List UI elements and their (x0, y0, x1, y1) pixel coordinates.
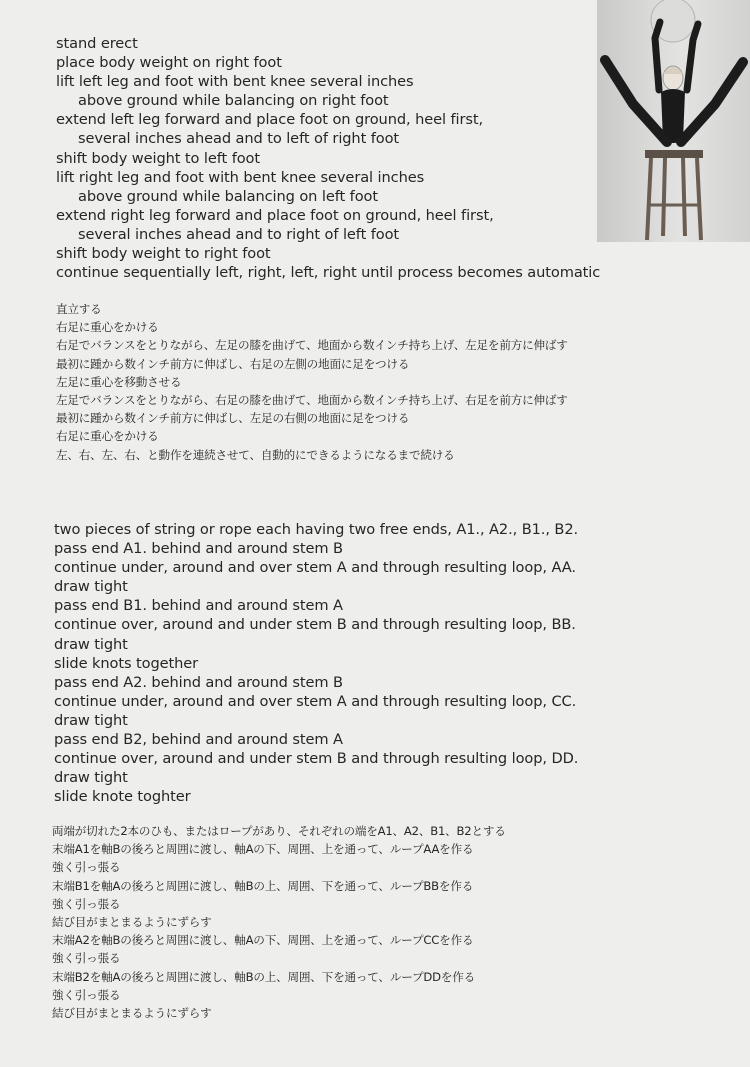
text-line: continue over, around and under stem B and through resulting loop, DD. (54, 750, 579, 768)
text-line: 末端A1を軸Bの後ろと周囲に渡し、軸Aの下、周囲、上を通って、ループAAを作る (52, 842, 474, 857)
text-line: draw tight (54, 578, 128, 596)
text-line: extend left leg forward and place foot on ground, heel first, (56, 111, 484, 129)
text-line: pass end B2, behind and around stem A (54, 731, 343, 749)
text-line: lift left leg and foot with bent knee several inches (56, 73, 414, 91)
text-line: continue sequentially left, right, left, right until process becomes automatic (56, 264, 601, 282)
text-line: several inches ahead and to left of right foot (78, 130, 400, 148)
text-line: place body weight on right foot (56, 54, 282, 72)
text-line: 左足に重心を移動させる (56, 374, 182, 389)
text-line: 右足に重心をかける (56, 429, 159, 444)
text-line: 強く引っ張る (52, 951, 121, 966)
text-line: 左足でバランスをとりながら、右足の膝を曲げて、地面から数インチ持ち上げ、右足を前方に伸ばす (56, 393, 568, 408)
text-line: pass end A2. behind and around stem B (54, 673, 343, 691)
text-line: continue over, around and under stem B and through resulting loop, BB. (54, 616, 576, 634)
text-line: 右足でバランスをとりながら、左足の膝を曲げて、地面から数インチ持ち上げ、左足を前方に伸ばす (56, 338, 568, 353)
performance-photo (597, 0, 750, 242)
text-line: slide knots together (54, 654, 199, 672)
walking-instructions-japanese (56, 300, 568, 464)
text-line: 末端B1を軸Aの後ろと周囲に渡し、軸Bの上、周囲、下を通って、ループBBを作る (52, 878, 474, 893)
knot-instructions-english (54, 520, 578, 806)
text-line: 強く引っ張る (52, 860, 121, 875)
text-line: 右足に重心をかける (56, 320, 159, 335)
text-line: draw tight (54, 635, 128, 653)
knot-instructions-japanese (52, 822, 506, 1022)
performer-on-stool-icon (597, 0, 750, 242)
text-line: above ground while balancing on left foot (78, 187, 378, 205)
text-line: extend right leg forward and place foot on ground, heel first, (56, 206, 494, 224)
text-line: 末端B2を軸Aの後ろと周囲に渡し、軸Bの上、周囲、下を通って、ループDDを作る (52, 969, 476, 984)
text-line: draw tight (54, 711, 128, 729)
text-line: 強く引っ張る (52, 987, 121, 1002)
text-line: shift body weight to right foot (56, 245, 271, 263)
text-line: stand erect (56, 35, 138, 52)
text-line: 直立する (56, 302, 102, 316)
text-line: several inches ahead and to right of left foot (78, 225, 400, 243)
text-line: slide knote toghter (54, 788, 191, 806)
text-line: pass end A1. behind and around stem B (54, 540, 343, 558)
text-line: 最初に踵から数インチ前方に伸ばし、左足の右側の地面に足をつける (56, 411, 410, 426)
text-line: 左、右、左、右、と動作を連続させて、自動的にできるようになるまで続ける (56, 447, 455, 462)
text-line: continue under, around and over stem A and through resulting loop, AA. (54, 559, 576, 577)
walking-instructions-english (56, 34, 600, 282)
text-line: continue under, around and over stem A and through resulting loop, CC. (54, 692, 577, 710)
text-line: two pieces of string or rope each having two free ends, A1., A2., B1., B2. (54, 521, 579, 538)
text-line: 結び目がまとまるようにずらす (52, 915, 212, 930)
text-line: 結び目がまとまるようにずらす (52, 1006, 212, 1021)
text-line: above ground while balancing on right foot (78, 92, 389, 110)
text-line: 強く引っ張る (52, 896, 121, 911)
text-line: 両端が切れた2本のひも、またはロープがあり、それぞれの端をA1、A2、B1、B2とする (52, 824, 506, 838)
text-line: pass end B1. behind and around stem A (54, 597, 343, 615)
text-line: lift right leg and foot with bent knee several inches (56, 168, 425, 186)
text-line: 最初に踵から数インチ前方に伸ばし、右足の左側の地面に足をつける (56, 356, 410, 371)
text-line: 末端A2を軸Bの後ろと周囲に渡し、軸Aの下、周囲、上を通って、ループCCを作る (52, 933, 474, 948)
text-line: shift body weight to left foot (56, 149, 261, 167)
text-line: draw tight (54, 769, 128, 787)
